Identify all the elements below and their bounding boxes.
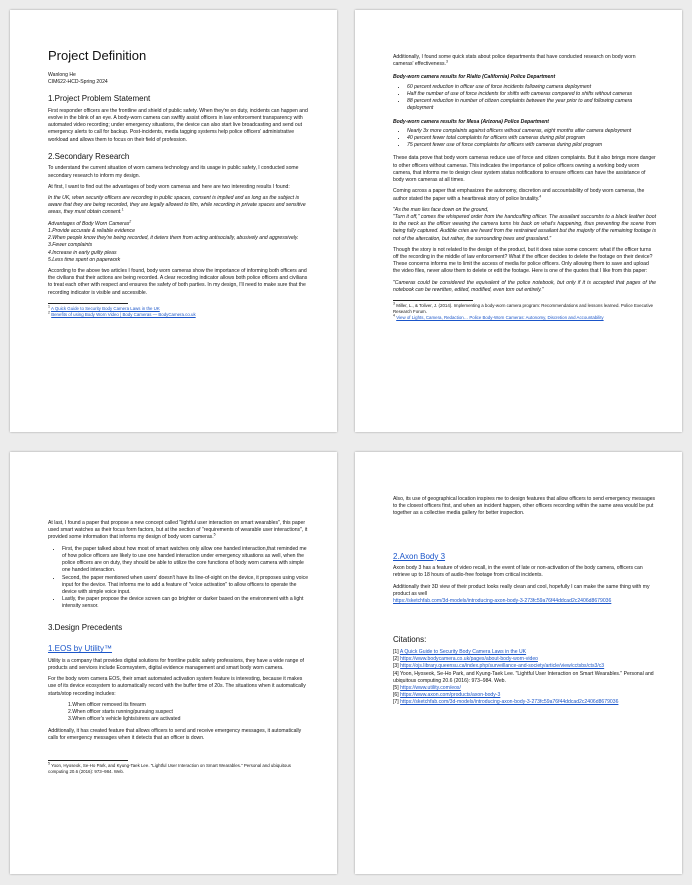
- list-item: • Lastly, the paper propose the device screen can go brighter or darker based on the environment with a light intensity sensor.: [62, 596, 311, 610]
- eos-company-text: Utility is a company that provides digital solutions for frontline public safety professions, they have a wide range of products and services include Ecomsystem, digital evidence management and smart body worn camera.: [48, 657, 304, 672]
- list-item: • 40 percent fewer total complaints for officers with cameras during pilot program: [407, 135, 656, 142]
- citation-number: [4]: [393, 670, 400, 677]
- section-heading-precedents: 3.Design Precedents: [48, 622, 123, 632]
- citation-number: [7]: [393, 699, 401, 706]
- footnote-3: [393, 303, 656, 315]
- citation-link[interactable]: https://www.bodycamera.co.uk/pages/about-body-worn-video: [400, 656, 538, 663]
- wearables-findings-list: [48, 546, 311, 611]
- research-findings-intro: At first, I want to find out the advantages of body worn cameras and here are two interesting results I found:: [48, 183, 290, 190]
- mesa-results-list: [393, 128, 656, 150]
- advantages-title-text: Advantages of Body Worn Cameras: [48, 220, 130, 227]
- citation-link[interactable]: https://www.utility.com/eos/: [400, 685, 461, 692]
- concern-analysis-text: Though the story is not related to the design of the product, but it does raise some concern: what if the officer turns off the recording in the middle of law enforcement? What if the officer decides to delete the footage on their device? These concerns informs me to limit the access of media for police officers. Only allowing them to save and upload the video files, never allow them to delete or edit the footage. Here is one of the quotes that I like from this paper:: [393, 246, 653, 275]
- list-item: • 60 percent reduction in officer use of force incidents following camera deployment: [407, 84, 656, 91]
- footnotes: [48, 303, 311, 318]
- rialto-results-list: [393, 84, 656, 113]
- footnote-link[interactable]: Benefits of using Body Worn Video | Body Cameras — BodyCamera.co.uk: [51, 311, 196, 317]
- footnote-number: 5: [48, 761, 50, 766]
- footnote-ref-3: 3: [445, 59, 448, 64]
- list-item: 2.When officer starts running/pursuing suspect: [68, 709, 173, 716]
- author-name: Wanlong He: [48, 71, 76, 78]
- story-quote-line-1: "As the man lies face down on the ground,: [393, 206, 489, 213]
- citation-link[interactable]: A Quick Guide to Security Body Camera Laws in the UK: [399, 648, 527, 655]
- advantage-item: 2.When people know they're being recorded, it deters them from acting antisocially, abusively and aggressively.: [48, 235, 299, 242]
- citation-link[interactable]: https://www.axon.com/products/axon-body-3: [400, 692, 501, 699]
- axon-recall-text: Axon body 3 has a feature of video recall, in the event of late or non-activation of the body camera, officers can retrieve up to 18 hours of audio-free footage from critical incidents.: [393, 565, 643, 579]
- uk-consent-quote-text: In the UK, when security officers are recording in public spaces, consent is implied and as long as the subject is aware that they are being recorded, they are legally allowed to film, while recording in private spaces and sensitive areas, they must obtain consent.: [48, 194, 306, 216]
- list-item: • Second, the paper mentioned when users' doesn't have its line-of-sight on the device, it proposes using voice input for the device. That informs me to add a feature of "voice activation" to allow officers to operate the device with simple voice input.: [62, 575, 311, 597]
- axon-3d-text: Additionally their 3D view of their product looks really clean and cool, hopefully I can make the same thing with my product as well: [393, 583, 650, 597]
- citation-number: [3]: [393, 663, 401, 670]
- eos-heading-link[interactable]: 1.EOS by Utility™: [48, 644, 113, 654]
- citation-text: Yoon, Hyoseok, Se-Ho Park, and Kyung-Taek Lee. "Lightful User Interaction on Smart Wearables." Personal and ubiquitous computing 20.6 (2016): 973–984. Web.: [393, 670, 654, 684]
- footnote-ref-5: 5: [213, 532, 216, 537]
- stats-intro-text: [393, 54, 656, 68]
- advantage-item: 4.Increase in early guilty pleas: [48, 249, 117, 256]
- citation-2: [393, 656, 656, 663]
- eos-heading: [48, 644, 311, 654]
- research-conclusion-text: According to the above two articles I found, body worn cameras show the importance of informing both officers and the civilians that their actions are being recorded. A clear recording indicator allows both police officers and civilians to treat each other with respect and ensures the safety of both parties. In my design, I'll need to make sure that the recording indicator is visible and accessible.: [48, 267, 308, 296]
- document-title: Project Definition: [48, 48, 147, 63]
- list-item: • Nearly 3x more complaints against officers without cameras, eight months after camera deployment: [407, 128, 656, 135]
- advantage-item: 3.Fewer complaints: [48, 242, 93, 249]
- list-item: 3.When officer's vehicle lights/sirens are activated: [68, 716, 181, 723]
- citation-7: [393, 699, 656, 706]
- stats-analysis-text: These data prove that body worn cameras reduce use of force and citizen complaints. But it also brings more danger to other officers without cameras. This indicates the importance of police officers owning a working body worn camera, that informs me to design clear system status notifications to ensure officers can have the assistance of body worn cameras at all times.: [393, 155, 656, 184]
- footnote-text: Miller, L., & Toliver, J. (2014). Implementing a body-worn camera program: Recommendations and lessons learned. Police Executive Research Forum.: [393, 303, 654, 315]
- eos-trigger-list: [48, 702, 311, 724]
- footnote-divider: [48, 303, 128, 304]
- citations-heading: Citations:: [393, 635, 427, 645]
- document-page-4: [355, 452, 682, 874]
- citation-number: [6]: [393, 692, 401, 699]
- stats-intro-body: Additionally, I found some quick stats about police departments that have conducted research on body worn cameras' effectiveness.: [393, 54, 636, 68]
- axon-heading: [393, 552, 656, 562]
- citation-link[interactable]: https://ojs.library.queensu.ca/index.php/surveillance-and-society/article/view/cctsbs/cts3/c3: [400, 663, 605, 670]
- axon-heading-link[interactable]: 2.Axon Body 3: [393, 551, 446, 561]
- citations-list: [393, 649, 656, 707]
- list-item: • Half the number of use of force incidents for shifts with cameras compared to shifts without cameras: [407, 91, 656, 98]
- document-page-3: [10, 452, 337, 874]
- citation-link[interactable]: https://sketchfab.com/3d-models/introducing-axon-body-3-273fc59a76f44ddcad2c2406d8679036: [400, 699, 619, 706]
- advantage-item: 1.Provide accurate & reliable evidence: [48, 227, 135, 234]
- citation-1: [393, 649, 656, 656]
- paper-intro-body: Coming across a paper that emphasizes the autonomy, discretion and accountability of body worn cameras, the author stated the paper with a heartbreak story of police brutality.: [393, 188, 645, 202]
- footnote-2: [48, 312, 311, 318]
- problem-statement-text: First responder officers are the frontline and shield of public safety. When they're on duty, incidents can happen and evolve in the blink of an eye. A body-worn camera can swiftly assist officers in law enforcement transparency with automated video recording; under emergency situations, the device can also start live broadcasting and send out emergency alerts to call for backup. Post-incidents, media tagging systems help police officers' administrative workload and allows them to focus on their field of profession.: [48, 107, 308, 143]
- citation-number: [1]: [393, 648, 400, 655]
- eos-emergency-text: Additionally, it has created feature that allows officers to send and receive emergency messages, it automatically calls for emergency messages when it detects that an officer is down.: [48, 727, 302, 741]
- list-item: • 75 percent fewer use of force complaints for officers with cameras during pilot program: [407, 142, 656, 149]
- story-quote-body: "Turn it off," comes the whispered order from the handcuffing officer. The assailant succumbs to a black leather boot to the neck as the officer wearing the camera turns his back on what's happening, thus preventing the scene from being fully captured. Audible cries are heard from the restrained assailant but the majority of the remaining footage is not of the altercation, but rather, the surrounding trees and grassland.": [393, 213, 656, 242]
- footnote-ref-2: 2: [129, 218, 132, 223]
- list-item: • First, the paper talked about how most of smart watches only allow one handed interaction,that reminded me of how police officers are likely to use one handed interaction under emergency situations as well, when the police officers are on duty, they should be able to utilize the core functions of body worn camera with simple one handed interaction.: [62, 546, 311, 575]
- footnote-link[interactable]: View of Lights, Camera, Redaction… Police Body-Worn Cameras: Autonomy, Discretion and Accountability: [396, 315, 604, 320]
- footnote-divider: [393, 300, 473, 301]
- paper-intro-text: [393, 188, 656, 202]
- footnote-5: [48, 763, 311, 775]
- footnote-link[interactable]: A Quick Guide to Security Body Camera Laws in the UK: [50, 305, 160, 311]
- footnote-number: 1: [48, 304, 50, 309]
- section-heading-problem: 1.Project Problem Statement: [48, 94, 151, 104]
- footnotes: [393, 300, 656, 321]
- list-item: • 88 percent reduction in number of citizen complaints between the year prior to and following camera deployment: [407, 98, 656, 112]
- document-page-1: [10, 10, 337, 432]
- footnote-divider: [48, 760, 128, 761]
- mesa-results-title: Body-worn camera results for Mesa (Arizona) Police Department: [393, 118, 549, 125]
- footnote-number: 2: [48, 310, 50, 315]
- footnote-ref-4: 4: [539, 193, 542, 198]
- footnote-number: 3: [393, 301, 395, 306]
- wearables-paper-intro: [48, 520, 311, 542]
- wearables-paper-text: At last, I found a paper that propose a new concept called "lightful user interaction on smart wearables", this paper used smart watches as their focus form factors, but at the section of "requirements of wearable user interactions", it provided some information that informs my design of body worn cameras.: [48, 520, 308, 541]
- citation-number: [2]: [393, 656, 401, 663]
- citation-6: [393, 692, 656, 699]
- uk-consent-quote: [48, 195, 311, 217]
- research-intro-text: To understand the current situation of worn camera technology and its usage in public safety, I conducted some secondary research to inform my design.: [48, 165, 299, 179]
- section-heading-research: 2.Secondary Research: [48, 151, 130, 161]
- eos-feature-text: For the body worn camera EOS, their smart automated activation system feature is interesting, because it makes use of its device ecosystem to automatically record with the buffer time of 20s. The situations when it automatically starts/stop recording includes:: [48, 676, 306, 697]
- footnote-text: Yoon, Hyoseok, Se-Ho Park, and Kyung-Taek Lee. "Lightful User Interaction on Smart Wearables." Personal and ubiquitous computing 20.6 (2016): 973–984. Web.: [48, 763, 291, 774]
- axon-3d-link-para: [393, 598, 656, 605]
- citation-4: [393, 671, 656, 685]
- citation-5: [393, 685, 656, 692]
- document-page-2: [355, 10, 682, 432]
- footnotes: [48, 760, 311, 775]
- advantages-list: [48, 228, 311, 264]
- footnote-4: [393, 315, 656, 321]
- footnote-number: 4: [393, 313, 395, 318]
- course-code: CIM622-HCD-Spring 2024: [48, 78, 108, 85]
- citation-3: [393, 663, 656, 670]
- geolocation-text: Also, its use of geographical location inspires me to design features that allow officers to send emergency messages to the closest officers first, and when an incident happen, other officers recording within the same area would be put together as a collective media gallery for better inspection.: [393, 496, 656, 517]
- list-item: 1.When officer removed its firearm: [68, 701, 146, 708]
- advantages-title: [48, 218, 311, 228]
- advantage-item: 5.Less time spent on paperwork: [48, 256, 121, 263]
- rialto-results-title: Body-worn camera results for Rialto (California) Police Department: [393, 74, 556, 81]
- footnote-ref-1: 1: [121, 207, 124, 212]
- notebook-quote: "Cameras could be considered the equivalent of the police notebook, but only if it is accepted that pages of the notebook can be rewritten, edited, modified, even torn out entirely.": [393, 279, 656, 293]
- axon-3d-link[interactable]: https://sketchfab.com/3d-models/introducing-axon-body-3-273fc59a76f44ddcad2c2406d8679036: [393, 598, 612, 605]
- citation-number: [5]: [393, 685, 401, 692]
